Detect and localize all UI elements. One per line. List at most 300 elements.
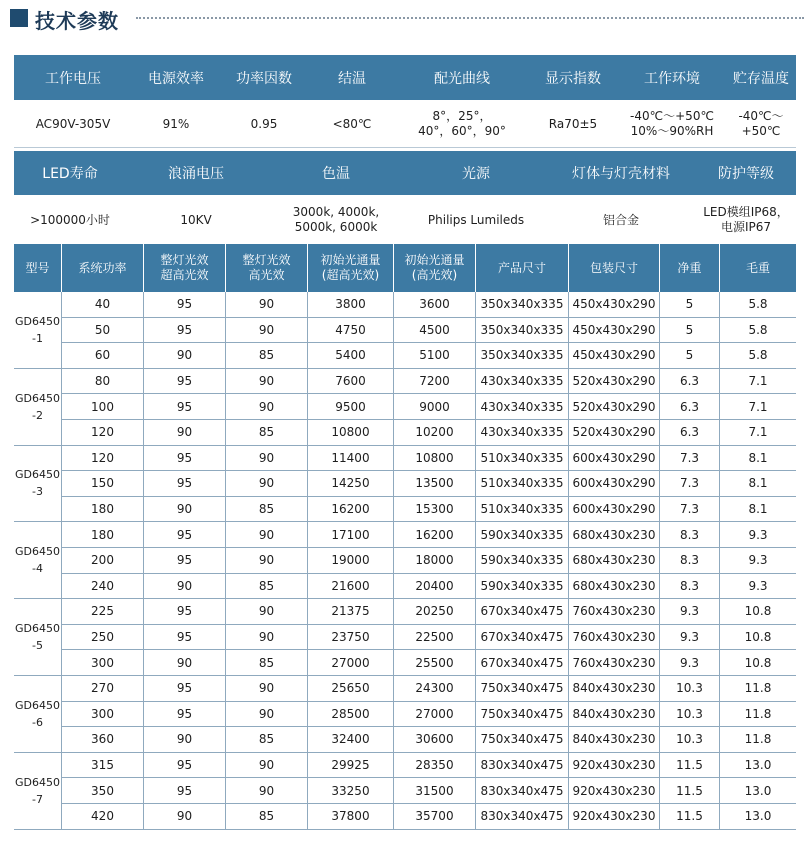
table-row [62, 369, 796, 395]
spec2-header-cell: 光源 [462, 166, 490, 182]
model-label-line: GD6450 [15, 468, 60, 482]
table-cell: 16200 [394, 522, 476, 548]
model-table-header [14, 244, 796, 292]
table-cell: 9.3 [660, 599, 720, 625]
header-cell-text-line: 整灯光效 [242, 253, 291, 267]
title-square-icon [10, 9, 28, 27]
table-cell: 510x340x335 [476, 497, 569, 523]
table-cell: 450x430x290 [569, 318, 660, 344]
table-cell: 8.3 [660, 522, 720, 548]
table-cell: 13.0 [720, 778, 796, 804]
table-cell: 33250 [308, 778, 394, 804]
table-cell: 9.3 [720, 548, 796, 574]
table-cell: 90 [144, 727, 226, 753]
table-cell: 95 [144, 446, 226, 472]
model-label-line: -3 [32, 485, 43, 499]
table-cell: 10.8 [720, 650, 796, 676]
spec2-value-line: 3000k, 4000k, [292, 205, 380, 219]
table-cell: 95 [144, 522, 226, 548]
model-table-header-cell [144, 244, 226, 292]
model-table-header-cell [308, 244, 394, 292]
spec2-value-line: 铝合金 [602, 212, 639, 227]
table-cell: 520x430x290 [569, 394, 660, 420]
model-label [14, 676, 62, 753]
table-cell: 7.3 [660, 497, 720, 523]
table-cell: 90 [144, 804, 226, 830]
table-cell: 350x340x335 [476, 318, 569, 344]
spec1-value-cell [220, 117, 308, 132]
spec2-value-cell [696, 205, 796, 235]
table-cell: 7200 [394, 369, 476, 395]
table-cell: 11.5 [660, 778, 720, 804]
table-row [62, 625, 796, 651]
table-cell: 5 [660, 292, 720, 318]
model-label-line: -4 [32, 562, 43, 576]
table-cell: 680x430x230 [569, 548, 660, 574]
table-cell: 680x430x230 [569, 522, 660, 548]
header-cell-text [78, 261, 126, 276]
table-cell: 11.8 [720, 702, 796, 728]
spec1-value-line: 40°，60°，90° [418, 124, 506, 138]
table-cell: 3800 [308, 292, 394, 318]
table-cell: 85 [226, 497, 308, 523]
table-cell: 95 [144, 548, 226, 574]
table-cell: 13500 [394, 471, 476, 497]
spec1-header-cell: 工作环境 [644, 70, 700, 87]
spec2-header-cell: LED寿命 [42, 166, 98, 182]
model-label-text [15, 543, 60, 577]
model-label [14, 369, 62, 446]
table-cell: 28500 [308, 702, 394, 728]
table-cell: 80 [62, 369, 144, 395]
header-cell-text [25, 261, 49, 276]
table-cell: 60 [62, 343, 144, 369]
model-label-text [15, 466, 60, 500]
table-cell: 520x430x290 [569, 420, 660, 446]
model-label-line: GD6450 [15, 775, 60, 789]
model-label-text [15, 390, 60, 424]
table-cell: 8.1 [720, 497, 796, 523]
table-cell: 11.5 [660, 753, 720, 779]
model-label-line: -1 [32, 331, 43, 345]
model-table-header-cell [226, 244, 308, 292]
table-row [62, 574, 796, 600]
section-title-row [0, 0, 810, 40]
table-cell: 600x430x290 [569, 497, 660, 523]
table-cell: 920x430x230 [569, 804, 660, 830]
table-cell: 90 [226, 446, 308, 472]
table-row [62, 343, 796, 369]
table-cell: 90 [226, 702, 308, 728]
table-cell: 10200 [394, 420, 476, 446]
spec1-value-line: 91% [162, 116, 190, 131]
header-cell-text-line: 高光效 [248, 268, 285, 282]
table-row [62, 548, 796, 574]
spec2-value-line: 电源IP67 [720, 220, 772, 234]
table-cell: 85 [226, 574, 308, 600]
table-cell: 4750 [308, 318, 394, 344]
table-cell: 7.1 [720, 394, 796, 420]
table-cell: 11400 [308, 446, 394, 472]
table-cell: 920x430x230 [569, 778, 660, 804]
model-label [14, 753, 62, 830]
table-cell: 28350 [394, 753, 476, 779]
table-cell: 90 [226, 471, 308, 497]
table-cell: 590x340x335 [476, 548, 569, 574]
table-cell: 20400 [394, 574, 476, 600]
table-row [62, 471, 796, 497]
table-row [62, 702, 796, 728]
table-cell: 840x430x230 [569, 702, 660, 728]
spec2-value-cell [546, 213, 696, 228]
table-row [62, 599, 796, 625]
table-cell: 90 [226, 548, 308, 574]
table-cell: 100 [62, 394, 144, 420]
table-cell: 95 [144, 471, 226, 497]
table-row [62, 727, 796, 753]
title-divider [136, 17, 804, 19]
table-cell: 90 [144, 420, 226, 446]
table-cell: 9.3 [660, 650, 720, 676]
spec2-value-line: 5000k, 6000k [294, 220, 378, 234]
table-cell: 150 [62, 471, 144, 497]
spec1-header-cell: 功率因数 [236, 70, 292, 87]
table-cell: 830x340x475 [476, 804, 569, 830]
table-row [62, 650, 796, 676]
table-cell: 19000 [308, 548, 394, 574]
model-label-line: GD6450 [15, 698, 60, 712]
table-cell: 840x430x230 [569, 676, 660, 702]
header-cell-text-line: 整灯光效 [160, 253, 209, 267]
table-cell: 920x430x230 [569, 753, 660, 779]
table-cell: 670x340x475 [476, 625, 569, 651]
table-cell: 15300 [394, 497, 476, 523]
spec2-value-cell [266, 205, 406, 235]
table-cell: 10.3 [660, 727, 720, 753]
table-cell: 16200 [308, 497, 394, 523]
table-cell: 20250 [394, 599, 476, 625]
table-cell: 95 [144, 778, 226, 804]
table-cell: 27000 [308, 650, 394, 676]
header-cell-text-line: 包装尺寸 [589, 260, 638, 275]
header-cell-text-line: 初始光通量 [404, 253, 465, 267]
table-cell: 90 [226, 599, 308, 625]
model-label-text [15, 774, 60, 808]
table-cell: 90 [226, 394, 308, 420]
header-cell-text-line: 超高光效 [160, 268, 209, 282]
table-cell: 8.3 [660, 574, 720, 600]
table-row [62, 804, 796, 830]
table-cell: 760x430x230 [569, 650, 660, 676]
table-cell: 9000 [394, 394, 476, 420]
table-cell: 430x340x335 [476, 420, 569, 446]
table-cell: 29925 [308, 753, 394, 779]
spec2-value-line: Philips Lumileds [427, 212, 525, 227]
table-cell: 30600 [394, 727, 476, 753]
table-cell: 510x340x335 [476, 471, 569, 497]
table-cell: 90 [226, 625, 308, 651]
spec1-value-line: 10%～90%RH [630, 124, 714, 138]
table-cell: 680x430x230 [569, 574, 660, 600]
table-cell: 90 [226, 753, 308, 779]
spec1-value-line: Ra70±5 [548, 116, 598, 131]
table-cell: 17100 [308, 522, 394, 548]
table-cell: 5.8 [720, 343, 796, 369]
header-cell-text [320, 253, 380, 283]
model-group [14, 369, 796, 446]
spec1-header-cell: 电源效率 [148, 70, 204, 87]
table-cell: 350 [62, 778, 144, 804]
table-cell: 95 [144, 394, 226, 420]
spec2-header-cell: 灯体与灯壳材料 [572, 166, 670, 182]
table-cell: 270 [62, 676, 144, 702]
table-cell: 450x430x290 [569, 343, 660, 369]
spec1-value-cell [14, 117, 132, 132]
table-cell: 10.3 [660, 676, 720, 702]
spec2-value-line: >100000小时 [30, 212, 110, 227]
model-label-line: GD6450 [15, 545, 60, 559]
table-row [62, 446, 796, 472]
spec1-value-line: -40℃～+50℃ [738, 109, 784, 138]
model-label-text [15, 697, 60, 731]
header-cell-text [746, 261, 770, 276]
table-cell: 7.1 [720, 369, 796, 395]
model-label-line: -5 [32, 639, 43, 653]
table-cell: 31500 [394, 778, 476, 804]
table-cell: 95 [144, 625, 226, 651]
table-cell: 200 [62, 548, 144, 574]
table-cell: 8.3 [660, 548, 720, 574]
table-cell: 430x340x335 [476, 394, 569, 420]
table-cell: 760x430x230 [569, 599, 660, 625]
table-row [62, 318, 796, 344]
table-cell: 450x430x290 [569, 292, 660, 318]
model-label [14, 522, 62, 599]
model-label-line: -6 [32, 715, 43, 729]
table-cell: 11.8 [720, 727, 796, 753]
model-label-text [15, 620, 60, 654]
spec2-value-line: 10KV [180, 212, 212, 227]
spec1-header-row [14, 55, 796, 100]
model-group [14, 292, 796, 369]
spec1-value-line: 0.95 [250, 116, 278, 131]
spec1-value-cell [618, 109, 726, 139]
spec2-header-cell: 浪涌电压 [168, 166, 224, 182]
spec1-header-cell: 贮存温度 [733, 70, 789, 87]
header-cell-text [677, 261, 701, 276]
table-cell: 300 [62, 650, 144, 676]
table-row [62, 522, 796, 548]
table-cell: 90 [226, 778, 308, 804]
table-cell: 14250 [308, 471, 394, 497]
model-group [14, 522, 796, 599]
spec2-value-row [14, 199, 796, 241]
header-cell-text [242, 253, 290, 283]
table-cell: 24300 [394, 676, 476, 702]
table-cell: 95 [144, 702, 226, 728]
table-cell: 670x340x475 [476, 599, 569, 625]
spec1-header-cell: 显示指数 [545, 70, 601, 87]
table-cell: 8.1 [720, 446, 796, 472]
spec1-value-line: AC90V-305V [35, 116, 111, 131]
table-cell: 420 [62, 804, 144, 830]
table-cell: 22500 [394, 625, 476, 651]
table-cell: 750x340x475 [476, 702, 569, 728]
table-cell: 225 [62, 599, 144, 625]
table-cell: 350x340x335 [476, 292, 569, 318]
header-cell-text [590, 261, 638, 276]
model-group [14, 599, 796, 676]
table-cell: 50 [62, 318, 144, 344]
model-table-header-cell [394, 244, 476, 292]
table-cell: 750x340x475 [476, 676, 569, 702]
table-cell: 9.3 [720, 574, 796, 600]
model-group [14, 446, 796, 523]
table-cell: 7.1 [720, 420, 796, 446]
model-table-header-cell [14, 244, 62, 292]
table-row [62, 497, 796, 523]
table-cell: 240 [62, 574, 144, 600]
table-cell: 95 [144, 753, 226, 779]
spec1-value-line: 8°，25°， [432, 109, 492, 123]
table-cell: 5 [660, 318, 720, 344]
table-cell: 10.8 [720, 625, 796, 651]
page-title: 技术参数 [35, 9, 119, 33]
header-cell-text-line: 毛重 [745, 260, 770, 275]
table-cell: 90 [144, 497, 226, 523]
table-cell: 590x340x335 [476, 574, 569, 600]
spec1-value-line: -40℃～+50℃ [630, 109, 714, 123]
table-cell: 10.8 [720, 599, 796, 625]
table-row [62, 420, 796, 446]
model-table-header-cell [476, 244, 569, 292]
table-cell: 670x340x475 [476, 650, 569, 676]
table-row [62, 778, 796, 804]
model-label-line: -7 [32, 792, 43, 806]
table-cell: 5 [660, 343, 720, 369]
model-table-header-cell [720, 244, 796, 292]
spec2-value-cell [126, 213, 266, 228]
table-cell: 510x340x335 [476, 446, 569, 472]
model-table-header-cell [569, 244, 660, 292]
model-label-line: GD6450 [15, 622, 60, 636]
table-cell: 5.8 [720, 292, 796, 318]
table-cell: 9.3 [720, 522, 796, 548]
table-cell: 7.3 [660, 471, 720, 497]
spec1-value-cell [726, 109, 796, 139]
table-cell: 21600 [308, 574, 394, 600]
table-cell: 95 [144, 599, 226, 625]
table-row [62, 292, 796, 318]
spec1-header-cell: 配光曲线 [434, 70, 490, 87]
table-cell: 85 [226, 650, 308, 676]
table-cell: 95 [144, 318, 226, 344]
table-cell: 7600 [308, 369, 394, 395]
table-cell: 13.0 [720, 804, 796, 830]
table-cell: 9.3 [660, 625, 720, 651]
table-cell: 10.3 [660, 702, 720, 728]
spec1-value-line: <80℃ [332, 116, 372, 131]
table-cell: 95 [144, 369, 226, 395]
table-cell: 430x340x335 [476, 369, 569, 395]
model-group [14, 676, 796, 753]
table-cell: 10800 [394, 446, 476, 472]
table-cell: 37800 [308, 804, 394, 830]
table-cell: 830x340x475 [476, 778, 569, 804]
model-table-header-cell [660, 244, 720, 292]
table-cell: 10800 [308, 420, 394, 446]
table-cell: 32400 [308, 727, 394, 753]
table-cell: 3600 [394, 292, 476, 318]
header-cell-text-line: 系统功率 [78, 260, 127, 275]
table-cell: 27000 [394, 702, 476, 728]
table-cell: 4500 [394, 318, 476, 344]
table-cell: 5100 [394, 343, 476, 369]
header-cell-text-line: 产品尺寸 [497, 260, 546, 275]
table-cell: 95 [144, 292, 226, 318]
table-cell: 90 [226, 369, 308, 395]
model-label [14, 599, 62, 676]
model-group [14, 753, 796, 830]
table-cell: 180 [62, 522, 144, 548]
table-cell: 120 [62, 420, 144, 446]
model-label [14, 446, 62, 523]
spec2-value-cell [14, 213, 126, 228]
table-cell: 90 [226, 676, 308, 702]
spec1-value-cell [528, 117, 618, 132]
table-cell: 600x430x290 [569, 471, 660, 497]
table-cell: 90 [144, 650, 226, 676]
table-cell: 21375 [308, 599, 394, 625]
table-cell: 25500 [394, 650, 476, 676]
table-cell: 11.8 [720, 676, 796, 702]
table-cell: 25650 [308, 676, 394, 702]
table-cell: 40 [62, 292, 144, 318]
header-cell-text [498, 261, 546, 276]
table-cell: 760x430x230 [569, 625, 660, 651]
spec2-header-cell: 色温 [322, 166, 350, 182]
table-cell: 5.8 [720, 318, 796, 344]
table-cell: 35700 [394, 804, 476, 830]
header-cell-text [160, 253, 208, 283]
table-cell: 6.3 [660, 369, 720, 395]
table-cell: 600x430x290 [569, 446, 660, 472]
table-cell: 90 [226, 292, 308, 318]
table-cell: 9500 [308, 394, 394, 420]
table-cell: 23750 [308, 625, 394, 651]
table-cell: 5400 [308, 343, 394, 369]
table-cell: 360 [62, 727, 144, 753]
table-row [62, 753, 796, 779]
table-cell: 90 [226, 522, 308, 548]
header-cell-text [404, 253, 464, 283]
table-row [62, 394, 796, 420]
spec1-header-cell: 工作电压 [45, 70, 101, 87]
model-label [14, 292, 62, 369]
header-cell-text-line: 净重 [677, 260, 702, 275]
spec1-value-cell [132, 117, 220, 132]
header-cell-text-line: 初始光通量 [320, 253, 381, 267]
spec1-value-row [14, 103, 796, 145]
model-label-line: GD6450 [15, 391, 60, 405]
spec2-header-row [14, 151, 796, 195]
table-cell: 6.3 [660, 394, 720, 420]
model-table-header-cell [62, 244, 144, 292]
table-cell: 6.3 [660, 420, 720, 446]
table-cell: 180 [62, 497, 144, 523]
table-cell: 7.3 [660, 446, 720, 472]
table-cell: 90 [144, 574, 226, 600]
